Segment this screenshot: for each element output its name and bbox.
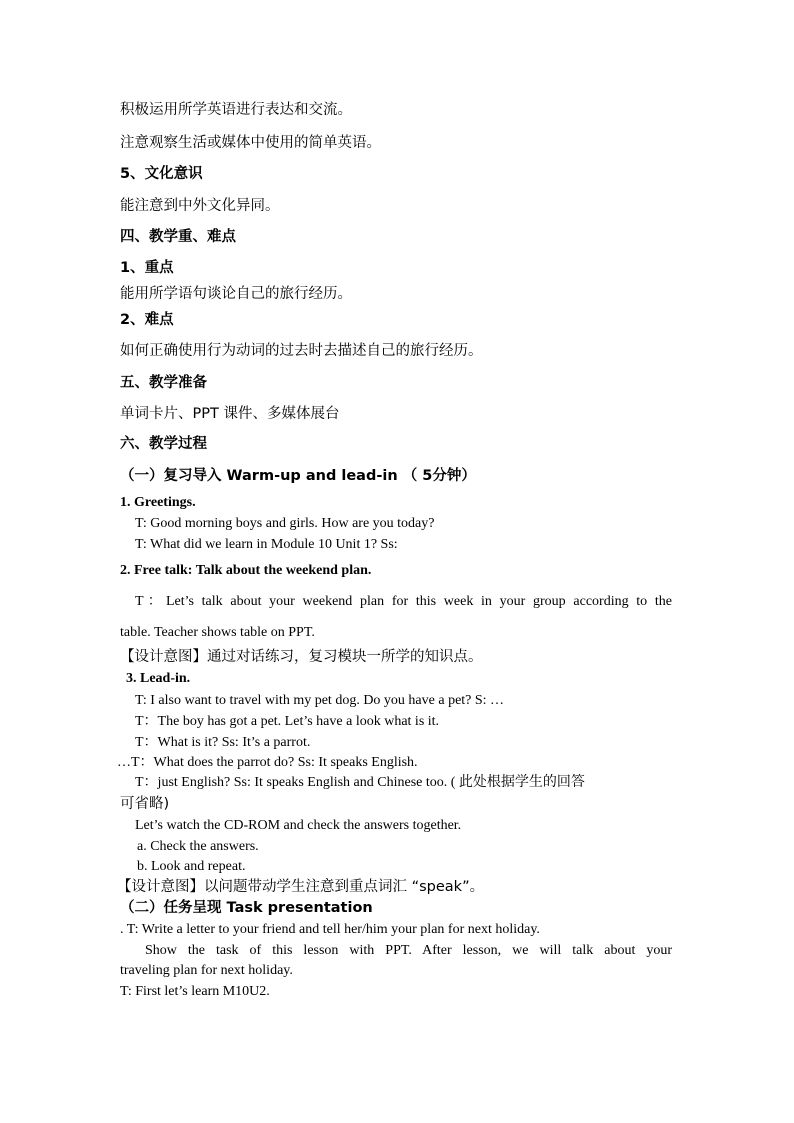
subsection-heading: （二）任务呈现 Task presentation: [120, 900, 373, 916]
text-line: 可省略): [120, 796, 170, 812]
text-line: 如何正确使用行为动词的过去时去描述自己的旅行经历。: [120, 343, 483, 359]
text-line: table. Teacher shows table on PPT.: [120, 625, 315, 640]
text-line: 单词卡片、PPT 课件、多媒体展台: [120, 406, 340, 422]
section-heading: 1、重点: [120, 260, 174, 276]
text-line: 积极运用所学英语进行表达和交流。: [120, 102, 352, 118]
section-heading: 五、教学准备: [120, 375, 207, 391]
text-line: 能用所学语句谈论自己的旅行经历。: [120, 286, 352, 302]
text-line: T: I also want to travel with my pet dog. Do you have a pet? S: …: [135, 693, 505, 708]
text-line: 能注意到中外文化异同。: [120, 198, 280, 214]
design-intent: 【设计意图】通过对话练习，复习模块一所学的知识点。: [120, 649, 483, 665]
text-line: a. Check the answers.: [137, 839, 259, 854]
design-intent: 【设计意图】以问题带动学生注意到重点词汇 “speak”。: [117, 879, 485, 895]
step-heading: 2. Free talk: Talk about the weekend plan.: [120, 563, 372, 578]
text-line: T：What is it? Ss: It’s a parrot.: [135, 735, 311, 750]
text-line: 注意观察生活或媒体中使用的简单英语。: [120, 135, 381, 151]
text-line: …T：What does the parrot do? Ss: It speaks English.: [117, 755, 418, 770]
text-line: T：The boy has got a pet. Let’s have a look what is it.: [135, 714, 440, 729]
text-line: traveling plan for next holiday.: [120, 963, 293, 978]
text-line: b. Look and repeat.: [137, 859, 246, 874]
section-heading: 六、教学过程: [120, 436, 207, 452]
text-line: Show the task of this lesson with PPT. After lesson, we will talk about your: [145, 943, 672, 958]
step-heading: 3. Lead-in.: [126, 671, 191, 686]
section-heading: 四、教学重、难点: [120, 229, 236, 245]
section-heading: 5、文化意识: [120, 166, 203, 182]
text-line: T: Good morning boys and girls. How are you today?: [135, 516, 435, 531]
subsection-heading: （一）复习导入 Warm-up and lead-in （ 5分钟）: [120, 468, 476, 484]
step-heading: 1. Greetings.: [120, 495, 196, 510]
text-line: T：Let’s talk about your weekend plan for this week in your group according to the: [135, 594, 672, 609]
text-line: . T: Write a letter to your friend and tell her/him your plan for next holiday.: [120, 922, 540, 937]
text-line: Let’s watch the CD-ROM and check the answers together.: [135, 818, 462, 833]
text-line: T: First let’s learn M10U2.: [120, 984, 270, 999]
text-line: T: What did we learn in Module 10 Unit 1? Ss:: [135, 537, 398, 552]
section-heading: 2、难点: [120, 312, 174, 328]
text-line: T：just English? Ss: It speaks English and Chinese too. ( 此处根据学生的回答: [135, 775, 585, 790]
